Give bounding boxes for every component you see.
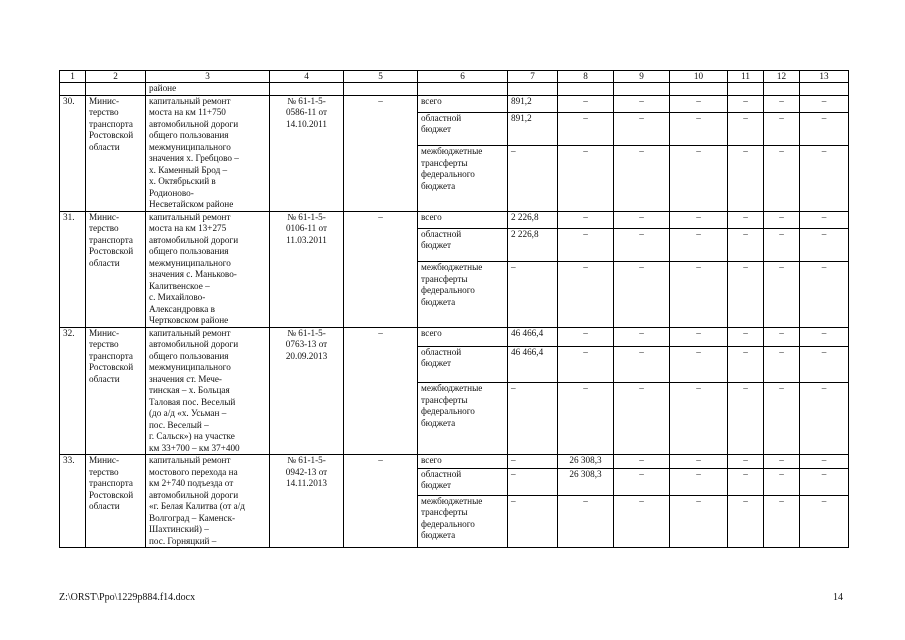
cell-document: № 61-1-5- 0942-13 от 14.11.2013 (270, 455, 344, 548)
cell-value: – (800, 327, 849, 346)
cell-value: – (670, 327, 728, 346)
cell-value: – (558, 383, 614, 455)
cell-funding-source: всего (418, 211, 508, 228)
cell-value: – (764, 262, 800, 327)
footer-page-number: 14 (833, 592, 843, 603)
cell-empty (418, 83, 508, 96)
cell-empty (800, 83, 849, 96)
cell-value: – (614, 146, 670, 211)
cell-empty (764, 83, 800, 96)
column-header: 6 (418, 71, 508, 83)
column-header: 1 (60, 71, 86, 83)
cell-value: – (728, 211, 764, 228)
cell-value: – (558, 495, 614, 547)
cell-value: – (614, 228, 670, 261)
cell-empty (508, 83, 558, 96)
cell-value: – (670, 495, 728, 547)
cell-value: 2 226,8 (508, 211, 558, 228)
cell-value: – (614, 95, 670, 112)
cell-value: – (670, 112, 728, 145)
cell-col5: – (344, 327, 418, 455)
cell-funding-source: областной бюджет (418, 346, 508, 383)
continuation-row (60, 83, 849, 96)
column-header: 11 (728, 71, 764, 83)
cell-value: – (764, 468, 800, 495)
cell-value: – (614, 346, 670, 383)
cell-organization: Минис- терство транспорта Ростовской области (86, 327, 146, 455)
cell-value: – (558, 146, 614, 211)
cell-value: – (614, 112, 670, 145)
cell-empty (86, 83, 146, 96)
cell-value: – (508, 383, 558, 455)
table-row (60, 211, 849, 228)
cell-funding-source: межбюджетные трансферты федерального бюджета (418, 146, 508, 211)
cell-empty (558, 83, 614, 96)
cell-col5: – (344, 455, 418, 548)
cell-value: – (764, 346, 800, 383)
cell-value: – (728, 468, 764, 495)
cell-funding-source: всего (418, 455, 508, 469)
cell-empty (614, 83, 670, 96)
cell-value: – (558, 228, 614, 261)
cell-document: № 61-1-5- 0586-11 от 14.10.2011 (270, 95, 344, 211)
cell-document: № 61-1-5- 0106-11 от 11.03.2011 (270, 211, 344, 327)
cell-col5: – (344, 95, 418, 211)
cell-value: – (728, 455, 764, 469)
cell-value: – (800, 383, 849, 455)
table-row (60, 95, 849, 112)
cell-value: – (800, 346, 849, 383)
cell-value: 26 308,3 (558, 468, 614, 495)
cell-value: – (614, 495, 670, 547)
cell-value: – (728, 346, 764, 383)
cell-value: 46 466,4 (508, 346, 558, 383)
cell-value: 26 308,3 (558, 455, 614, 469)
cell-value: – (614, 383, 670, 455)
cell-funding-source: межбюджетные трансферты федерального бюджета (418, 383, 508, 455)
cell-value: – (728, 95, 764, 112)
cell-value: – (728, 146, 764, 211)
cell-funding-source: областной бюджет (418, 228, 508, 261)
cell-value: – (508, 262, 558, 327)
cell-value: – (670, 262, 728, 327)
column-header: 5 (344, 71, 418, 83)
cell-value: – (800, 455, 849, 469)
cell-value: – (670, 146, 728, 211)
cell-row-number: 30. (60, 95, 86, 211)
cell-value: – (728, 383, 764, 455)
cell-value: – (614, 468, 670, 495)
cell-value: 46 466,4 (508, 327, 558, 346)
cell-value: – (764, 146, 800, 211)
cell-value: – (614, 327, 670, 346)
cell-value: – (558, 95, 614, 112)
cell-funding-source: межбюджетные трансферты федерального бюджета (418, 495, 508, 547)
cell-value: – (670, 228, 728, 261)
cell-value: – (614, 262, 670, 327)
cell-funding-source: всего (418, 327, 508, 346)
cell-col5: – (344, 211, 418, 327)
cell-value: – (764, 383, 800, 455)
cell-value: – (764, 112, 800, 145)
header-row (60, 71, 849, 83)
cell-value: – (800, 95, 849, 112)
cell-value: – (728, 228, 764, 261)
column-header: 2 (86, 71, 146, 83)
column-header: 8 (558, 71, 614, 83)
cell-row-number: 33. (60, 455, 86, 548)
cell-value: – (764, 495, 800, 547)
cell-value: – (764, 211, 800, 228)
column-header: 12 (764, 71, 800, 83)
cell-funding-source: межбюджетные трансферты федерального бюджета (418, 262, 508, 327)
footer-file-path: Z:\ORST\Ppo\1229p884.f14.docx (59, 592, 196, 603)
cell-value: – (670, 95, 728, 112)
cell-empty (344, 83, 418, 96)
cell-empty (670, 83, 728, 96)
cell-value: – (508, 468, 558, 495)
cell-value: – (800, 495, 849, 547)
cell-value: – (508, 495, 558, 547)
cell-row-number: 31. (60, 211, 86, 327)
cell-organization: Минис- терство транспорта Ростовской области (86, 455, 146, 548)
cell-value: – (800, 262, 849, 327)
cell-organization: Минис- терство транспорта Ростовской области (86, 95, 146, 211)
cell-value: 891,2 (508, 95, 558, 112)
cell-value: – (800, 112, 849, 145)
cell-value: – (728, 495, 764, 547)
cell-value: – (508, 146, 558, 211)
table-row (60, 327, 849, 346)
cell-organization: Минис- терство транспорта Ростовской области (86, 211, 146, 327)
cell-empty (728, 83, 764, 96)
cell-value: – (558, 211, 614, 228)
cell-value: – (558, 346, 614, 383)
column-header: 3 (146, 71, 270, 83)
cell-description: капитальный ремонт мостового перехода на км 2+740 подъезда от автомобильной дороги «г. Белая Калитва (от а/д Волгоград – Каменск- Шахтинский) – пос. Горняцкий – (146, 455, 270, 548)
column-header: 4 (270, 71, 344, 83)
table-row (60, 455, 849, 469)
cell-value: – (764, 455, 800, 469)
column-header: 9 (614, 71, 670, 83)
cell-funding-source: областной бюджет (418, 112, 508, 145)
cell-value: – (764, 228, 800, 261)
cell-description: капитальный ремонт моста на км 11+750 автомобильной дороги общего пользования межмуниципального значения х. Гребцово – х. Каменный Брод – х. Октябрьский в Родионово- Несветайском районе (146, 95, 270, 211)
cell-value: – (800, 228, 849, 261)
cell-value: – (728, 327, 764, 346)
cell-empty (270, 83, 344, 96)
cell-empty (60, 83, 86, 96)
cell-row-number: 32. (60, 327, 86, 455)
cell-value: 2 226,8 (508, 228, 558, 261)
column-header: 13 (800, 71, 849, 83)
cell-value: – (800, 211, 849, 228)
cell-value: – (558, 327, 614, 346)
cell-value: – (614, 455, 670, 469)
cell-funding-source: областной бюджет (418, 468, 508, 495)
cell-value: – (614, 211, 670, 228)
cell-value: – (728, 112, 764, 145)
cell-value: – (764, 95, 800, 112)
cell-description: капитальный ремонт моста на км 13+275 автомобильной дороги общего пользования межмуниципального значения с. Маньково- Калитвенское – с. Михайлово- Александровка в Чертковском районе (146, 211, 270, 327)
data-table (59, 70, 849, 548)
cell-value: – (764, 327, 800, 346)
column-header: 7 (508, 71, 558, 83)
cell-value: – (670, 383, 728, 455)
cell-value: – (508, 455, 558, 469)
cell-value: – (728, 262, 764, 327)
cell-value: – (670, 468, 728, 495)
cell-description: капитальный ремонт автомобильной дороги общего пользования межмуниципального значения ст. Мече- тинская – х. Больцая Таловая пос. Веселый (до а/д «х. Усьман – пос. Веселый – г. Сальск») на участке км 33+700 – км 37+400 (146, 327, 270, 455)
cell-document: № 61-1-5- 0763-13 от 20.09.2013 (270, 327, 344, 455)
column-header: 10 (670, 71, 728, 83)
cell-value: – (800, 146, 849, 211)
cell-value: – (670, 346, 728, 383)
cell-value: – (558, 112, 614, 145)
cell-value: 891,2 (508, 112, 558, 145)
cell-value: – (800, 468, 849, 495)
cell-value: – (670, 455, 728, 469)
cell-funding-source: всего (418, 95, 508, 112)
cell-value: – (670, 211, 728, 228)
cell-value: – (558, 262, 614, 327)
cell-continuation-text: районе (146, 83, 270, 96)
